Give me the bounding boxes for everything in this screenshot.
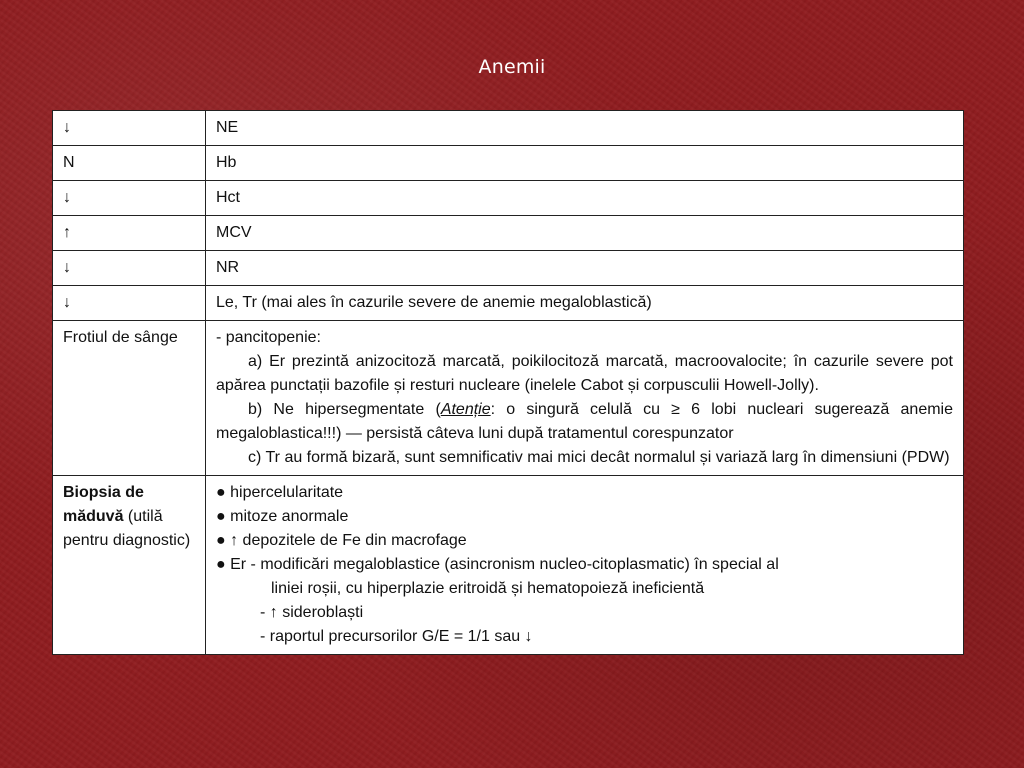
indicator-cell: ↑ [53, 216, 206, 251]
frotiu-label: Frotiul de sânge [53, 321, 206, 476]
table-row-frotiu [53, 321, 964, 476]
biopsie-content [206, 476, 964, 655]
frotiu-b-post: : o singură celulă cu ≥ 6 lobi nucleari sugerează anemie megaloblastica!!!) — persistă câteva luni după tratamentul corespunzator [216, 401, 953, 442]
biopsie-item: ● mitoze anormale [216, 508, 349, 525]
frotiu-b-pre: b) Ne hipersegmentate ( [248, 401, 441, 418]
table-row [53, 251, 964, 286]
biopsie-subitem: - raportul precursorilor G/E = 1/1 sau ↓ [260, 628, 533, 645]
biopsie-item: ● ↑ depozitele de Fe din macrofage [216, 532, 467, 549]
frotiu-item-c: c) Tr au formă bizară, sunt semnificativ mai mici decât normalul și variază larg în dimensiuni (PDW) [248, 449, 950, 466]
parameter-cell: Hct [206, 181, 964, 216]
biopsie-item-continuation: liniei roșii, cu hiperplazie eritroidă și hematopoieză ineficientă [271, 580, 705, 597]
indicator-cell: ↓ [53, 181, 206, 216]
frotiu-item-a: a) Er prezintă anizocitoză marcată, poikilocitoză marcată, macroovalocite; în cazurile severe pot apărea punctații bazofile și resturi nucleare (inelele Cabot și corpusculii Howell-Jolly). [216, 353, 953, 394]
frotiu-intro: - pancitopenie: [216, 329, 321, 346]
parameter-cell: Hb [206, 146, 964, 181]
biopsie-item: ● Er - modificări megaloblastice (asincronism nucleo-citoplasmatic) în special al [216, 556, 779, 573]
biopsie-item: ● hipercelularitate [216, 484, 344, 501]
parameter-cell: NR [206, 251, 964, 286]
frotiu-content [206, 321, 964, 476]
table-row [53, 286, 964, 321]
indicator-cell: N [53, 146, 206, 181]
table-row [53, 181, 964, 216]
table-row [53, 111, 964, 146]
attention-label: Atenție [440, 401, 491, 418]
slide-title: Anemii [478, 56, 546, 78]
anemia-table [52, 110, 964, 655]
table-row-biopsie [53, 476, 964, 655]
indicator-cell: ↓ [53, 286, 206, 321]
parameter-cell: Le, Tr (mai ales în cazurile severe de anemie megaloblastică) [206, 286, 964, 321]
biopsie-label [53, 476, 206, 655]
indicator-cell: ↓ [53, 111, 206, 146]
biopsie-subitem: - ↑ sideroblaști [260, 604, 364, 621]
table-row [53, 146, 964, 181]
parameter-cell: MCV [206, 216, 964, 251]
biopsie-label-bold: Biopsia de măduvă [63, 484, 144, 525]
table-row [53, 216, 964, 251]
indicator-cell: ↓ [53, 251, 206, 286]
parameter-cell: NE [206, 111, 964, 146]
frotiu-item-b [216, 398, 953, 446]
biopsie-label-rest: (utilă pentru diagnostic) [63, 508, 191, 549]
